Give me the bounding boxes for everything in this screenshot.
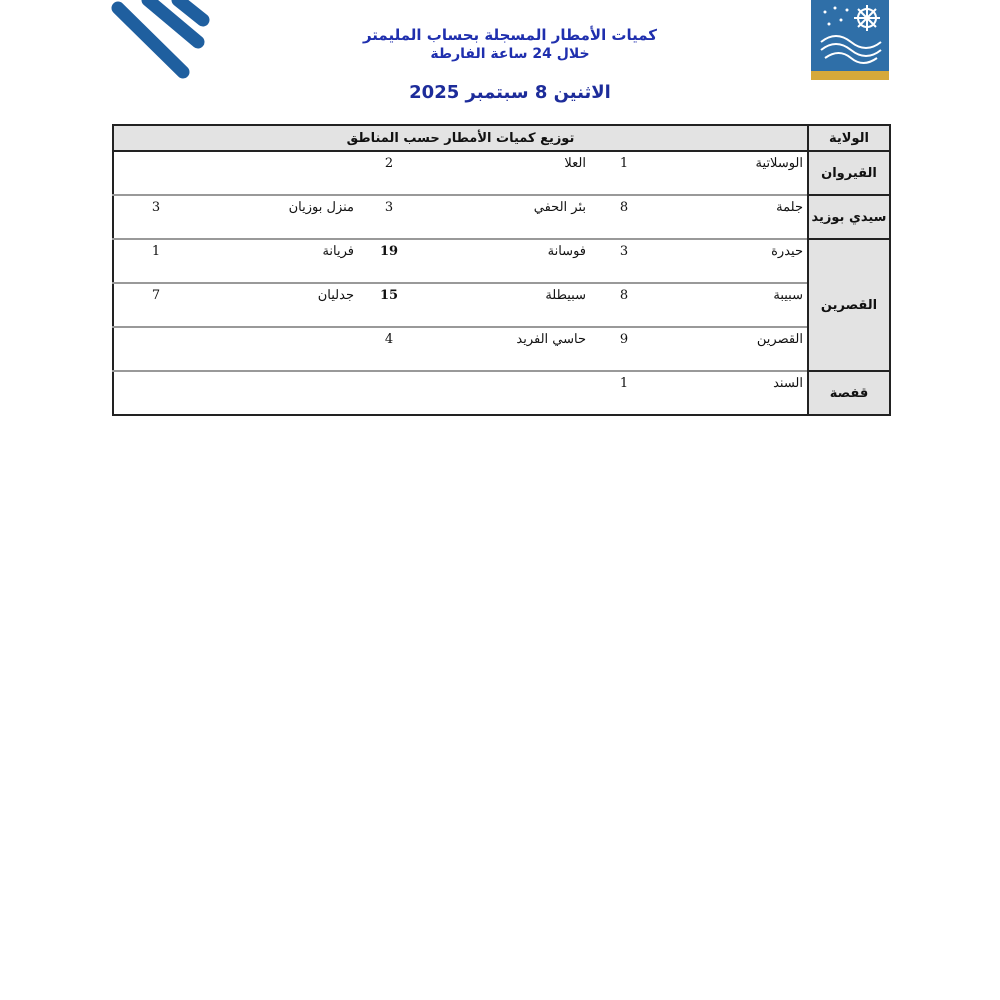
governorate-cell: القيروان: [808, 151, 890, 195]
rain-value: 2: [358, 151, 420, 195]
header-distribution: توزيع كميات الأمطار حسب المناطق: [113, 125, 808, 151]
rain-value: [113, 371, 198, 415]
stripes-logo-icon: [108, 0, 218, 85]
rain-value: 1: [113, 239, 198, 283]
station-name: القصرين: [658, 327, 808, 371]
table-header-row: [113, 125, 890, 151]
rain-value: 19: [358, 239, 420, 283]
title-line-2: خلال 24 ساعة الفارطة: [430, 46, 590, 62]
station-name: الوسلاتية: [658, 151, 808, 195]
rain-value: 8: [590, 283, 658, 327]
station-name: سبيطلة: [420, 283, 590, 327]
rainfall-table: [112, 124, 891, 416]
station-name: سبيبة: [658, 283, 808, 327]
rain-value: 1: [590, 151, 658, 195]
station-name: حاسي الفريد: [420, 327, 590, 371]
meteorology-logo-icon: [811, 0, 889, 80]
table-row: [113, 151, 890, 195]
station-name: العلا: [420, 151, 590, 195]
logo-band: [811, 71, 889, 80]
rain-value: 3: [358, 195, 420, 239]
table-row: [113, 283, 890, 327]
rain-value: 3: [590, 239, 658, 283]
governorate-cell: القصرين: [808, 239, 890, 371]
rain-value: 15: [358, 283, 420, 327]
governorate-cell: قفصة: [808, 371, 890, 415]
station-name: فريانة: [198, 239, 358, 283]
station-name: [420, 371, 590, 415]
station-name: منزل بوزيان: [198, 195, 358, 239]
governorate-cell: سيدي بوزيد: [808, 195, 890, 239]
rain-value: 4: [358, 327, 420, 371]
rain-value: 1: [619, 376, 629, 391]
station-name: السند: [773, 376, 803, 391]
table-row: [113, 327, 890, 371]
station-name: فوسانة: [420, 239, 590, 283]
station-name: [198, 371, 358, 415]
header-governorate: الولاية: [808, 125, 890, 151]
rain-value: 8: [590, 195, 658, 239]
station-name: [198, 151, 358, 195]
report-date: الاثنين 8 سبتمبر 2025: [409, 82, 611, 103]
station-name: جدليان: [198, 283, 358, 327]
table-row: [113, 239, 890, 283]
station-name: [198, 327, 358, 371]
rain-value: 9: [590, 327, 658, 371]
rain-value: [113, 327, 198, 371]
rain-value: 3: [113, 195, 198, 239]
table-row: [113, 371, 890, 415]
rain-value: [113, 151, 198, 195]
station-name: بئر الحفي: [420, 195, 590, 239]
title-line-1: كميات الأمطار المسجلة بحساب المليمتر: [362, 26, 658, 44]
table-row: [113, 195, 890, 239]
station-name: حيدرة: [658, 239, 808, 283]
station-name: جلمة: [658, 195, 808, 239]
rain-value: [358, 371, 420, 415]
rain-value: 7: [113, 283, 198, 327]
